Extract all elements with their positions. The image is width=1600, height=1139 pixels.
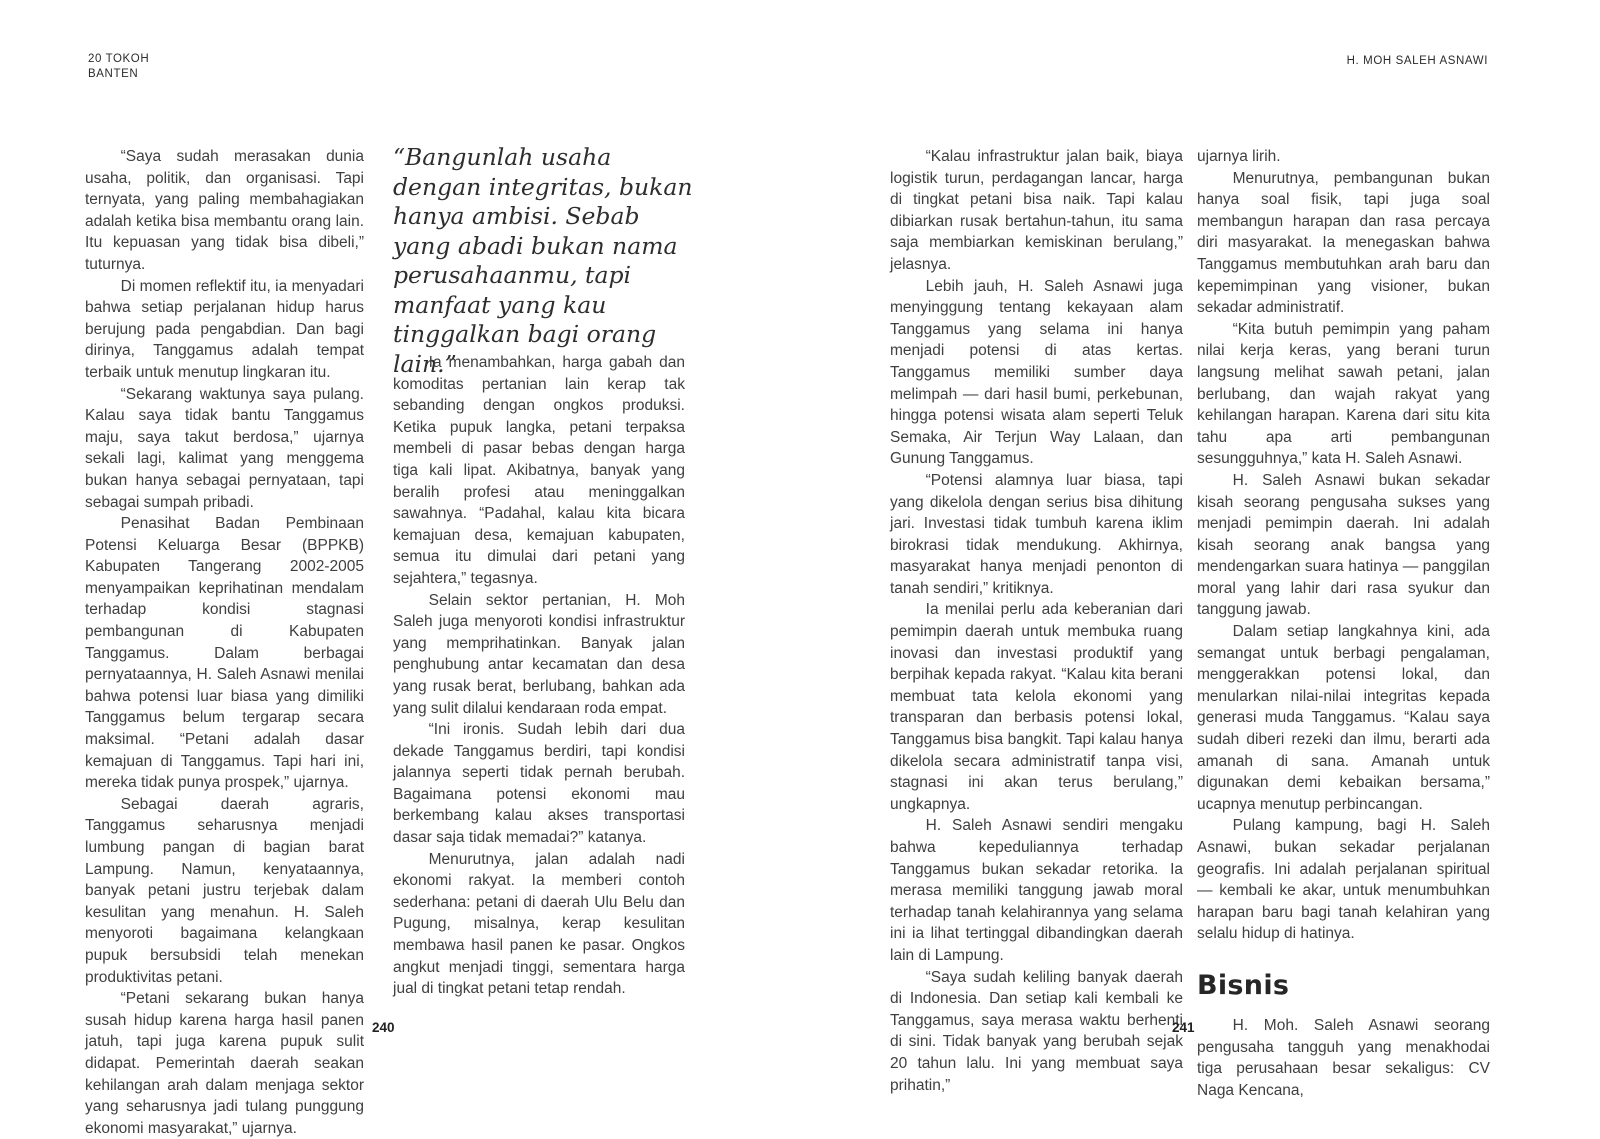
- running-head-left-line1: 20 TOKOH: [88, 53, 150, 65]
- paragraph: H. Saleh Asnawi bukan sekadar kisah seorang pengusaha sukses yang menjadi pemimpin daerah. Ini adalah kisah seorang anak bangsa yang mendengarkan suara hatinya — panggilan moral yang lahir dari rasa syukur dan tanggung jawab.: [1197, 471, 1490, 619]
- right-page-column-1: [890, 146, 1183, 1096]
- paragraph: Ia menambahkan, harga gabah dan komoditas pertanian lain kerap tak sebanding dengan ongkos produksi. Ketika pupuk langka, petani terpaksa membeli di pasar bebas dengan harga tiga kali lipat. Akibatnya, banyak yang beralih profesi atau meninggalkan sawahnya. “Padahal, kalau kita bicara kemajuan desa, kemajuan kabupaten, semua itu dimulai dari petani yang sejahtera,” tegasnya.: [393, 354, 685, 587]
- right-page-column-2-top: [1197, 146, 1490, 945]
- paragraph: “Petani sekarang bukan hanya susah hidup karena harga hasil panen jatuh, tapi juga karena pupuk sulit didapat. Pemerintah daerah seakan kehilangan arah dalam menjaga sektor yang seharusnya jadi tulang punggung ekonomi masyarakat,” ujarnya.: [85, 990, 364, 1137]
- paragraph: Dalam setiap langkahnya kini, ada semangat untuk berbagi pengalaman, menggerakkan potensi lokal, dan menularkan nilai-nilai integritas kepada generasi muda Tanggamus. “Kalau saya sudah diberi rezeki dan ilmu, berarti ada amanah di sana. Amanah untuk digunakan demi kebaikan bersama,” ucapnya menutup perbincangan.: [1197, 623, 1490, 813]
- paragraph: Penasihat Badan Pembinaan Potensi Keluarga Besar (BPPKB) Kabupaten Tangerang 2002-2005 menyampaikan keprihatinan mendalam terhadap kondisi stagnasi pembangunan di Kabupaten Tanggamus. Dalam berbagai pernyataannya, H. Saleh Asnawi menilai bahwa potensi luar biasa yang dimiliki Tanggamus belum tergarap secara maksimal. “Petani adalah dasar kemajuan di Tanggamus. Tapi hari ini, mereka tidak punya prospek,” ujarnya.: [85, 515, 364, 792]
- running-head-left: [88, 52, 149, 82]
- paragraph: “Sekarang waktunya saya pulang. Kalau saya tidak bantu Tanggamus maju, saya takut berdosa,” ujarnya sekali lagi, kalimat yang menggema bukan hanya sebagai pernyataan, tapi sebagai sumpah pribadi.: [85, 385, 364, 511]
- paragraph: “Kalau infrastruktur jalan baik, biaya logistik turun, perdagangan lancar, harga di tingkat petani bisa naik. Tapi kalau dibiarkan rusak bertahun-tahun, itu sama saja membiarkan kemiskinan berulang,” jelasnya.: [890, 148, 1183, 273]
- paragraph: “Saya sudah keliling banyak daerah di Indonesia. Dan setiap kali kembali ke Tanggamus, saya merasa waktu berhenti di sini. Tidak banyak yang berubah sejak 20 tahun lalu. Ini yang membuat saya prihatin,”: [890, 968, 1183, 1094]
- paragraph: Lebih jauh, H. Saleh Asnawi juga menyinggung tentang kekayaan alam Tanggamus yang selama ini hanya menjadi potensi di atas kertas. Tanggamus memiliki sumber daya melimpah — dari hasil bumi, perkebunan, hingga potensi wisata alam seperti Teluk Semaka, Air Terjun Way Lalaan, dan Gunung Tanggamus.: [890, 277, 1183, 468]
- paragraph: “Saya sudah merasakan dunia usaha, politik, dan organisasi. Tapi ternyata, yang paling membahagiakan adalah ketika bisa membantu orang lain. Itu kepuasan yang tidak bisa dibeli,” tuturnya.: [85, 148, 364, 273]
- paragraph: Sebagai daerah agraris, Tanggamus seharusnya menjadi lumbung pangan di bagian barat Lampung. Namun, kenyataannya, banyak petani justru terjebak dalam kesulitan yang menahun. H. Saleh menyoroti bagaimana kelangkaan pupuk bersubsidi telah menekan produktivitas petani.: [85, 795, 364, 986]
- paragraph: Pulang kampung, bagi H. Saleh Asnawi, bukan sekadar perjalanan geografis. Ini adalah perjalanan spiritual — kembali ke akar, untuk menumbuhkan harapan baru bagi tanah kelahiran yang selalu hidup di hatinya.: [1197, 817, 1490, 943]
- running-head-right-text: H. MOH SALEH ASNAWI: [1346, 55, 1488, 67]
- paragraph: Di momen reflektif itu, ia menyadari bahwa setiap perjalanan hidup harus berujung pada pengabdian. Dan bagi dirinya, Tanggamus adalah tempat terbaik untuk menutup lingkaran itu.: [85, 277, 364, 381]
- running-head-left-line2: BANTEN: [88, 68, 139, 80]
- left-page-column-2: [393, 352, 685, 1000]
- paragraph: “Ini ironis. Sudah lebih dari dua dekade Tanggamus berdiri, tapi kondisi jalannya seperti tidak pernah berubah. Bagaimana potensi ekonomi mau berkembang kalau akses transportasi dasar saja tidak memadai?” katanya.: [393, 721, 685, 847]
- paragraph: Menurutnya, jalan adalah nadi ekonomi rakyat. Ia memberi contoh sederhana: petani di daerah Ulu Belu dan Pugung, misalnya, kerap kesulitan membawa hasil panen ke pasar. Ongkos angkut menjadi tinggi, sementara harga jual di tingkat petani tetap rendah.: [393, 850, 685, 998]
- paragraph: Menurutnya, pembangunan bukan hanya soal fisik, tapi juga soal membangun harapan dan rasa percaya diri masyarakat. Ia menegaskan bahwa Tanggamus membutuhkan arah baru dan kepemimpinan yang visioner, bukan sekadar administratif.: [1197, 169, 1490, 317]
- paragraph: Ia menilai perlu ada keberanian dari pemimpin daerah untuk membuka ruang inovasi dan investasi produktif yang berpihak kepada rakyat. “Kalau kita berani membuat tata kelola ekonomi yang transparan dan berbasis potensi lokal, Tanggamus bisa bangkit. Tapi kalau hanya dikelola secara administratif tanpa visi, stagnasi ini akan terus berulang,” ungkapnya.: [890, 601, 1183, 813]
- section-heading-bisnis: Bisnis: [1197, 969, 1290, 1001]
- pull-quote: “Bangunlah usaha dengan integritas, bukan hanya ambisi. Sebab yang abadi bukan nama perusahaanmu, tapi manfaat yang kau tinggalkan bagi orang lain.”: [393, 143, 693, 378]
- running-head-right: [1347, 54, 1488, 69]
- paragraph: ujarnya lirih.: [1197, 148, 1281, 165]
- right-page-column-2-bottom: [1197, 1015, 1490, 1101]
- page-number-right: 241: [1172, 1020, 1195, 1035]
- page-number-left: 240: [372, 1020, 395, 1035]
- paragraph: H. Saleh Asnawi sendiri mengaku bahwa kepeduliannya terhadap Tanggamus bukan sekadar retorika. Ia merasa memiliki tanggung jawab moral terhadap tanah kelahirannya yang selama ini ia lihat tertinggal dibandingkan daerah lain di Lampung.: [890, 817, 1183, 964]
- paragraph: “Potensi alamnya luar biasa, tapi yang dikelola dengan serius bisa dihitung jari. Investasi tidak tumbuh karena iklim birokrasi tidak mendukung. Akhirnya, masyarakat hanya menjadi penonton di tanah sendiri,” kritiknya.: [890, 471, 1183, 597]
- paragraph: “Kita butuh pemimpin yang paham nilai kerja keras, yang berani turun langsung melihat sawah petani, jalan berlubang, dan wajah rakyat yang kehilangan harapan. Karena dari situ kita tahu apa arti pembangunan sesungguhnya,” kata H. Saleh Asnawi.: [1197, 320, 1490, 468]
- left-page-column-1: [85, 146, 364, 1139]
- paragraph: H. Moh. Saleh Asnawi seorang pengusaha tangguh yang menakhodai tiga perusahaan besar sekaligus: CV Naga Kencana,: [1197, 1016, 1490, 1099]
- paragraph: Selain sektor pertanian, H. Moh Saleh juga menyoroti kondisi infrastruktur yang memprihatinkan. Banyak jalan penghubung antar kecamatan dan desa yang rusak berat, berlubang, bahkan ada yang sulit dilalui kendaraan roda empat.: [393, 591, 685, 717]
- right-page-column-2: [1197, 146, 1490, 1101]
